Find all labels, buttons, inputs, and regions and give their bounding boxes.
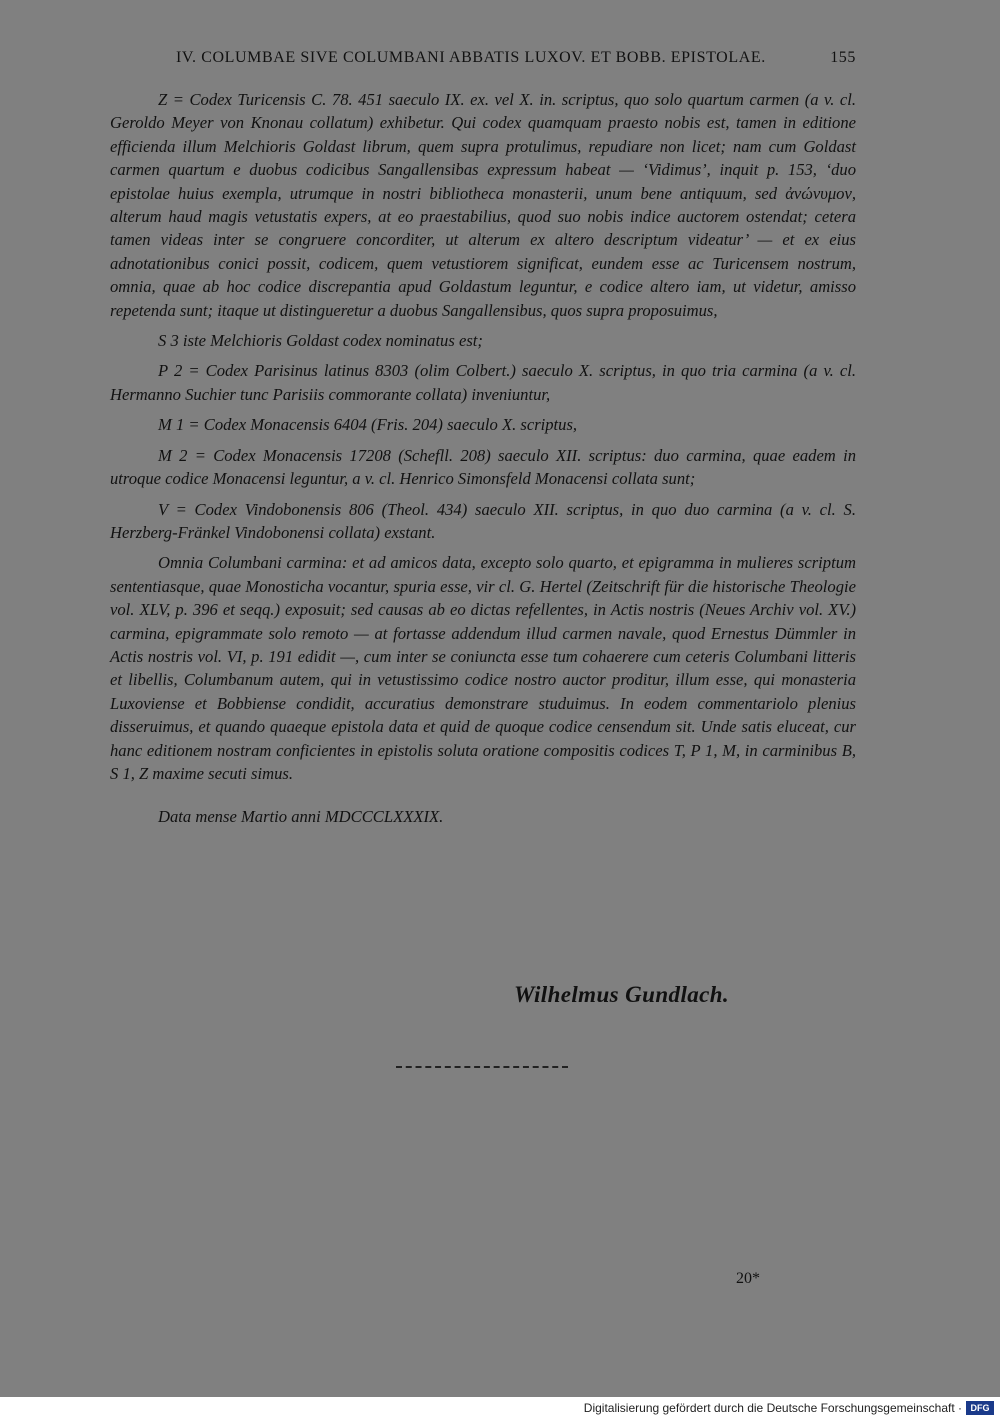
paragraph-codex-m2: M 2 = Codex Monacensis 17208 (Schefll. 208) saeculo XII. scriptus: duo carmina, quae eadem in utroque codice Monacensi leguntur, a v. cl. Henrico Simonsfeld Monacensi collata sunt; — [110, 445, 856, 489]
paragraph-codex-s3: S 3 iste Melchioris Goldast codex nominatus est; — [158, 331, 483, 351]
author-signature: Wilhelmus Gundlach. — [514, 982, 730, 1007]
section-divider — [396, 1066, 568, 1068]
running-title: IV. COLUMBAE SIVE COLUMBANI ABBATIS LUXOV. ET BOBB. EPISTOLAE. — [176, 49, 766, 66]
sheet-signature-mark: 20* — [736, 1270, 760, 1287]
dfg-logo-icon: DFG — [966, 1401, 994, 1415]
paragraph-codex-v: V = Codex Vindobonensis 806 (Theol. 434) saeculo XII. scriptus, in quo duo carmina (a v. cl. S. Herzberg-Fränkel Vindobonensi collata) exstant. — [110, 499, 856, 542]
paragraph-codex-p2: P 2 = Codex Parisinus latinus 8303 (olim Colbert.) saeculo X. scriptus, in quo tria carmina (a v. cl. Hermanno Suchier tunc Parisiis commorante collata) inveniuntur, — [110, 361, 856, 404]
paragraph-omnia: Omnia Columbani carmina: et ad amicos data, excepto solo quarto, et epigramma in mulieres scriptum sententiasque, quae Monosticha vocantur, spuria esse, vir cl. G. Hertel (Zeitschrift für die historische Theologie vol. XLV, p. 396 et seqq.) exposuit; sed causas ab eo dictas refellentes, in Actis nostris (Neues Archiv vol. XV.) carmina, epigrammate solo remoto — at fortasse addendum illud carmen navale, quod Ernestus Dümmler in Actis nostris vol. VI, p. 191 edidit —, cum inter se coniuncta esse tum cohaerere cum ceteris Columbani litteris et libellis, Columbanum autem, qui in vetustissimo codice nostro auctor proditur, illum esse, qui monasteria Luxoviense et Bobbiense condidit, accuratius demonstrare studuimus. In eodem commentariolo plenius disseruimus, et quando quaeque epistola data et quid de quoque codice censendum sit. Unde satis eluceat, cur hanc editionem nostram conficientes in epistolis soluta oratione compositis codices T, P 1, M, in carminibus B, S 1, Z maxime secuti simus. — [110, 553, 856, 783]
paragraph-codex-m1: M 1 = Codex Monacensis 6404 (Fris. 204) saeculo X. scriptus, — [158, 415, 578, 435]
footer-bar — [0, 1397, 1000, 1419]
funding-notice: Digitalisierung gefördert durch die Deutsche Forschungsgemeinschaft · — [583, 1401, 962, 1415]
page-number: 155 — [830, 49, 856, 66]
running-header — [160, 49, 860, 73]
body-text — [110, 88, 856, 836]
paragraph-codex-z: Z = Codex Turicensis C. 78. 451 saeculo IX. ex. vel X. in. scriptus, quo solo quartum carmen (a v. cl. Geroldo Meyer von Knonau collatum) exhibetur. Qui codex quamquam praesto nobis est, tamen in editione efficienda illum Melchioris Goldast librum, quem supra protulimus, repudiare non licet; nam cum Goldast carmen quartum e duobus codicibus Sangallensibas expressum habeat — ‘Vidimus’, inquit p. 153, ‘duo epistolae huius exempla, utrumque in nostri bibliotheca monasterii, unum bene antiquum, sed ἀνώνυμον, alterum haud magis vetustatis expers, at eo praestabilius, quod suo nobis indice auctorem ostendat; cetera tamen videas inter se congruere concorditer, ut alterum ex altero descriptum videatur’ — et ex eius adnotationibus conici possit, codicem, quem vetustiorem significat, eundem esse ac Turicensem nostrum, omnia, quae ab hoc codice discrepantia apud Goldastum leguntur, e codice altero iam, ut videtur, amisso repetenda sunt; itaque ut distingueretur a duobus Sangallensibus, quos supra proposuimus, — [110, 90, 856, 320]
date-line: Data mense Martio anni MDCCCLXXXIX. — [158, 807, 444, 827]
